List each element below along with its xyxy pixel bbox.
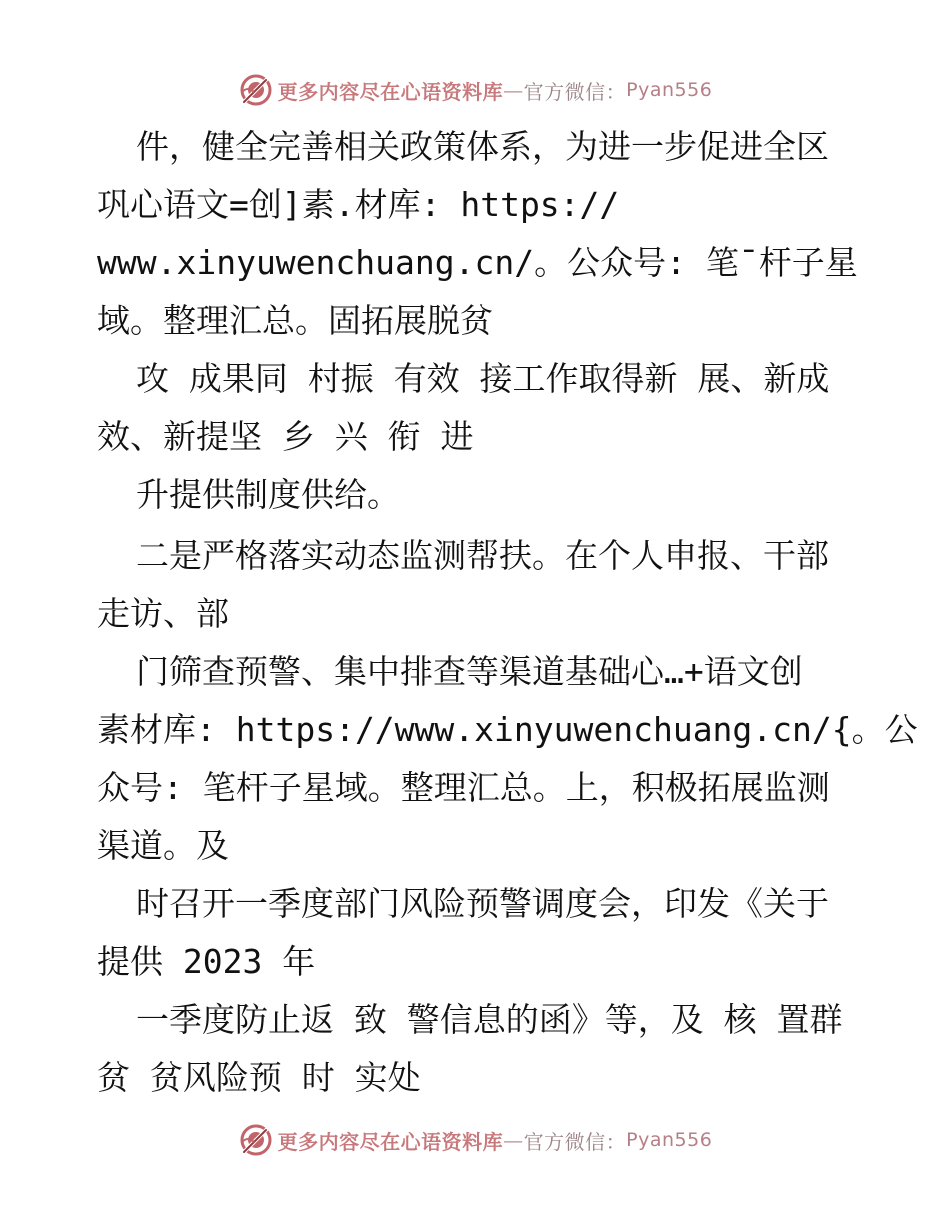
text-line: 贫 贫风险预 时 实处 [97, 1058, 421, 1097]
text-line: 一季度防止返 致 警信息的函》等，及 核 置群 [136, 1000, 843, 1039]
text-line: 效、新提坚 乡 兴 衔 进 [97, 417, 474, 456]
text-line: www.xinyuwenchuang.cn/。公众号: 笔¯杆子星 [97, 243, 858, 282]
text-line: 升提供制度供给。 [136, 475, 400, 514]
text-line: 素材库: https://www.xinyuwenchuang.cn/{。公 [97, 710, 918, 749]
brand-logo-icon [238, 1122, 274, 1158]
text-line: 门筛查预警、集中排查等渠道基础心…+语文创 [136, 652, 803, 691]
text-line: 域。整理汇总。固拓展脱贫 [97, 301, 493, 340]
banner-title: 更多内容尽在心语资料库 [277, 1129, 504, 1154]
banner-dash: — [503, 78, 524, 102]
text-line: 提供 2023 年 [97, 942, 316, 981]
text-line: 走访、部 [97, 594, 229, 633]
banner-official-label: 官方微信： [523, 1129, 627, 1154]
banner-wechat-id: Pyan556 [626, 79, 713, 101]
text-line: 攻 成果同 村振 有效 接工作取得新 展、新成 [136, 359, 830, 398]
text-line: 时召开一季度部门风险预警调度会，印发《关于 [136, 884, 829, 923]
banner-wechat-id: Pyan556 [626, 1129, 713, 1151]
text-line: 巩心语文=创]素.材库: https:// [97, 185, 620, 224]
banner-title: 更多内容尽在心语资料库 [277, 79, 504, 104]
footer-banner [0, 1120, 950, 1160]
banner-dash: — [503, 1128, 524, 1152]
text-line: 件，健全完善相关政策体系，为进一步促进全区 [136, 127, 829, 166]
banner-official-label: 官方微信： [523, 79, 627, 104]
text-line: 二是严格落实动态监测帮扶。在个人申报、干部 [136, 536, 829, 575]
text-line: 众号: 笔杆子星域。整理汇总。上，积极拓展监测 [97, 768, 830, 807]
text-line: 渠道。及 [97, 826, 229, 865]
